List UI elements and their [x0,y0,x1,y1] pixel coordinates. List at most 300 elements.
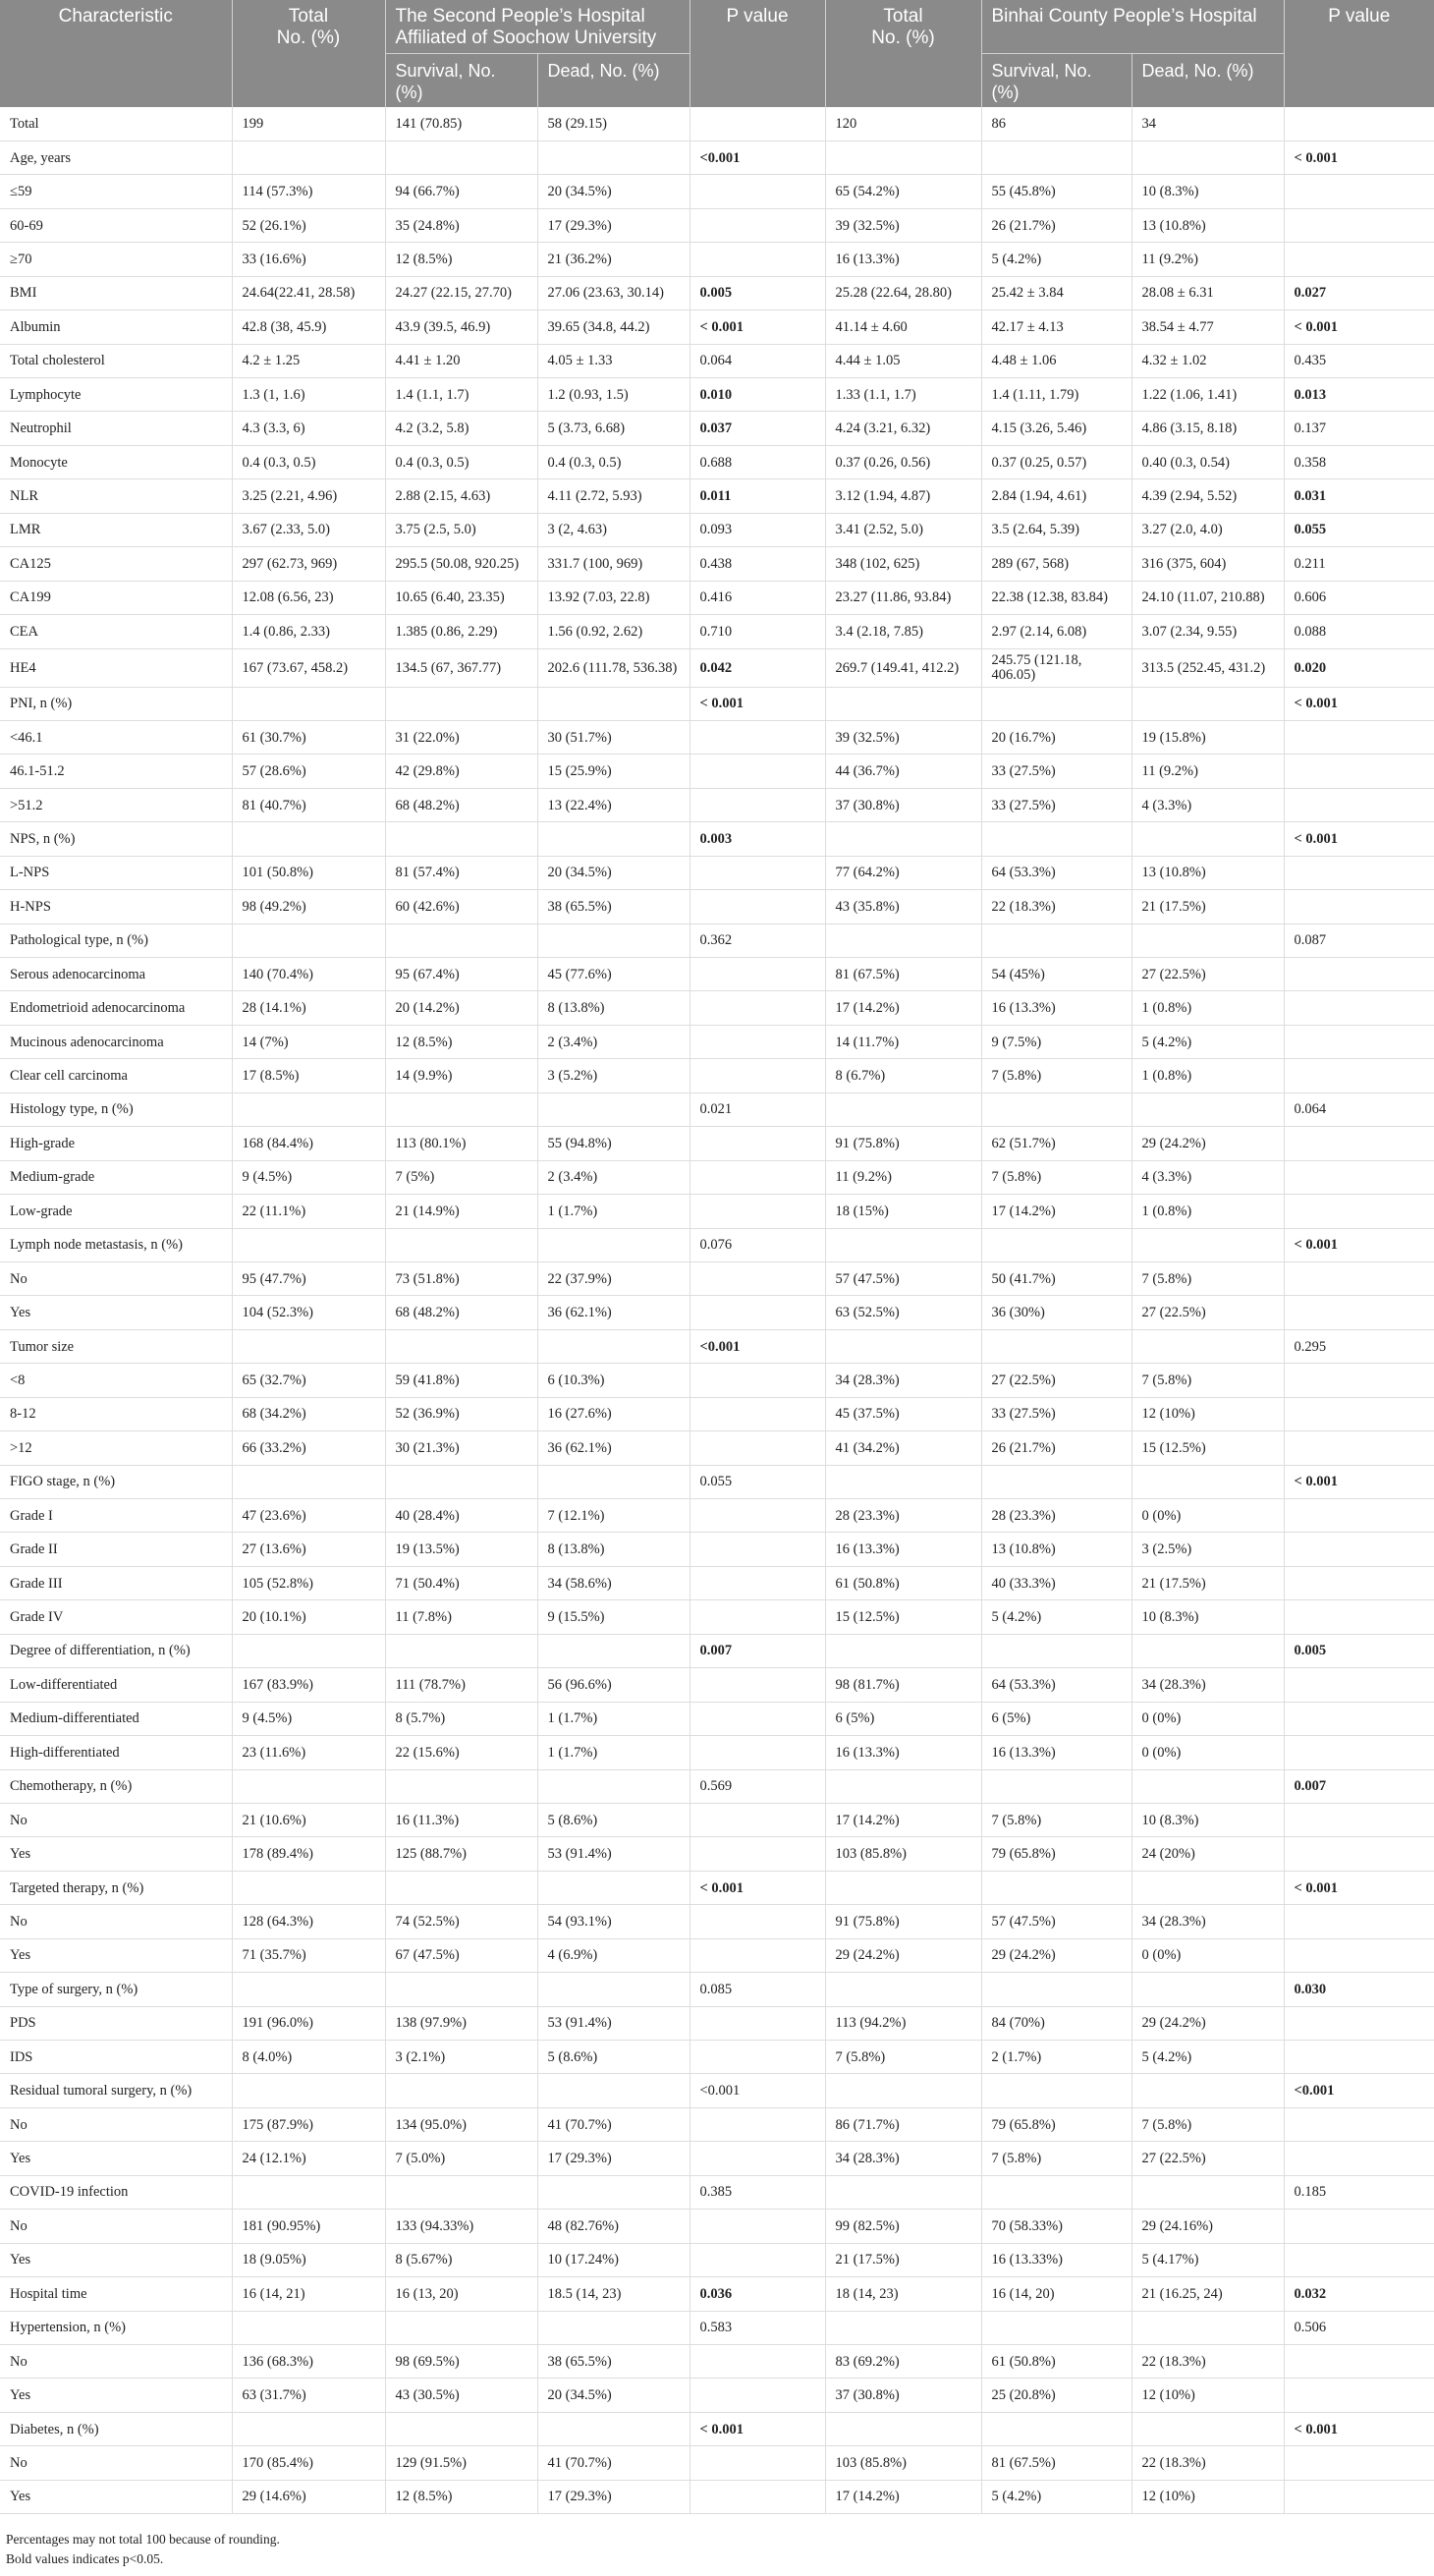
cell-total-1: 178 (89.4%) [232,1837,385,1871]
cell-pvalue-2: < 0.001 [1284,2412,1434,2445]
cell-dead-2 [1131,1329,1284,1363]
cell-total-1: 18 (9.05%) [232,2243,385,2276]
cell-pvalue-1: 0.076 [689,1228,825,1261]
cell-survival-2: 289 (67, 568) [981,547,1131,581]
cell-pvalue-2 [1284,2480,1434,2513]
cell-total-1: 28 (14.1%) [232,991,385,1025]
cell-dead-2 [1131,2175,1284,2209]
cell-dead-1 [537,2175,689,2209]
cell-survival-1: 71 (50.4%) [385,1566,537,1599]
cell-survival-1: 11 (7.8%) [385,1600,537,1634]
cell-characteristic: Total cholesterol [0,344,232,377]
cell-dead-1: 18.5 (14, 23) [537,2277,689,2311]
cell-survival-1: 8 (5.67%) [385,2243,537,2276]
cell-dead-1: 13.92 (7.03, 22.8) [537,581,689,614]
cell-pvalue-1 [689,1702,825,1735]
cell-dead-1: 41 (70.7%) [537,2446,689,2480]
cell-characteristic: No [0,1803,232,1836]
cell-dead-2: 34 (28.3%) [1131,1668,1284,1702]
table-row [0,344,1434,377]
cell-dead-1 [537,1228,689,1261]
cell-total-2 [825,822,981,856]
cell-total-1: 52 (26.1%) [232,208,385,242]
cell-survival-2: 26 (21.7%) [981,208,1131,242]
cell-pvalue-2 [1284,2446,1434,2480]
cell-survival-1: 8 (5.7%) [385,1702,537,1735]
cell-characteristic: CA125 [0,547,232,581]
cell-survival-1: 42 (29.8%) [385,755,537,788]
cell-total-1: 4.3 (3.3, 6) [232,412,385,445]
cell-total-1: 128 (64.3%) [232,1905,385,1938]
cell-pvalue-1: 0.010 [689,378,825,412]
cell-dead-2: 316 (375, 604) [1131,547,1284,581]
cell-total-1: 140 (70.4%) [232,958,385,991]
cell-total-2 [825,2074,981,2107]
cell-pvalue-2: 0.007 [1284,1769,1434,1803]
cell-survival-2: 25.42 ± 3.84 [981,276,1131,309]
cell-characteristic: Grade II [0,1533,232,1566]
cell-characteristic: No [0,2107,232,2141]
cell-total-1: 20 (10.1%) [232,1600,385,1634]
cell-pvalue-1 [689,2379,825,2412]
cell-total-2: 98 (81.7%) [825,1668,981,1702]
table-row [0,2379,1434,2412]
cell-total-2: 3.4 (2.18, 7.85) [825,615,981,648]
cell-total-1 [232,1228,385,1261]
cell-pvalue-1: 0.005 [689,276,825,309]
table-row [0,2175,1434,2209]
table-row [0,1600,1434,1634]
cell-pvalue-2: < 0.001 [1284,1228,1434,1261]
cell-survival-1: 134 (95.0%) [385,2107,537,2141]
cell-characteristic: COVID-19 infection [0,2175,232,2209]
cell-survival-1 [385,2175,537,2209]
cell-total-2 [825,1465,981,1498]
cell-total-1: 47 (23.6%) [232,1499,385,1533]
cell-pvalue-2 [1284,2344,1434,2378]
cell-total-2 [825,1092,981,1126]
cell-survival-2: 57 (47.5%) [981,1905,1131,1938]
cell-total-1: 1.3 (1, 1.6) [232,378,385,412]
cell-total-1: 81 (40.7%) [232,788,385,821]
cell-dead-2: 24 (20%) [1131,1837,1284,1871]
cell-survival-2: 61 (50.8%) [981,2344,1131,2378]
cell-characteristic: Pathological type, n (%) [0,924,232,957]
cell-survival-2: 36 (30%) [981,1296,1131,1329]
cell-pvalue-1 [689,2446,825,2480]
cell-dead-1: 8 (13.8%) [537,1533,689,1566]
table-row [0,1465,1434,1498]
table-row [0,1973,1434,2006]
cell-characteristic: >51.2 [0,788,232,821]
table-row [0,1905,1434,1938]
cell-survival-1: 21 (14.9%) [385,1195,537,1228]
cell-pvalue-1: 0.036 [689,2277,825,2311]
cell-survival-2: 20 (16.7%) [981,720,1131,754]
cell-survival-2: 6 (5%) [981,1702,1131,1735]
cell-dead-1: 2 (3.4%) [537,1025,689,1058]
cell-pvalue-2 [1284,2243,1434,2276]
cell-survival-1: 1.4 (1.1, 1.7) [385,378,537,412]
cell-total-2: 17 (14.2%) [825,2480,981,2513]
table-row [0,276,1434,309]
cell-survival-2 [981,1634,1131,1667]
cell-pvalue-1 [689,2006,825,2040]
cell-pvalue-1: 0.583 [689,2311,825,2344]
table-row [0,924,1434,957]
cell-survival-2: 1.4 (1.11, 1.79) [981,378,1131,412]
cell-pvalue-2: < 0.001 [1284,1465,1434,1498]
cell-characteristic: 8-12 [0,1397,232,1430]
cell-dead-1: 20 (34.5%) [537,175,689,208]
cell-survival-2: 55 (45.8%) [981,175,1131,208]
cell-pvalue-1 [689,890,825,924]
cell-characteristic: Yes [0,2243,232,2276]
cell-survival-1: 4.2 (3.2, 5.8) [385,412,537,445]
cell-total-1: 136 (68.3%) [232,2344,385,2378]
table-row [0,2344,1434,2378]
cell-pvalue-2 [1284,1397,1434,1430]
cell-total-2: 0.37 (0.26, 0.56) [825,445,981,478]
cell-total-1 [232,687,385,720]
cell-characteristic: No [0,2210,232,2243]
cell-pvalue-1 [689,2210,825,2243]
cell-total-2: 81 (67.5%) [825,958,981,991]
cell-survival-2 [981,924,1131,957]
cell-pvalue-2: 0.005 [1284,1634,1434,1667]
cell-total-2: 120 [825,107,981,140]
cell-dead-2 [1131,1634,1284,1667]
table-row [0,581,1434,614]
cell-survival-1: 16 (11.3%) [385,1803,537,1836]
cell-dead-1: 4.05 ± 1.33 [537,344,689,377]
table-row [0,2006,1434,2040]
cell-total-2: 6 (5%) [825,1702,981,1735]
cell-survival-2: 33 (27.5%) [981,755,1131,788]
cell-survival-2: 33 (27.5%) [981,788,1131,821]
table-row [0,1736,1434,1769]
cell-characteristic: Lymph node metastasis, n (%) [0,1228,232,1261]
cell-dead-1: 36 (62.1%) [537,1296,689,1329]
cell-total-2: 44 (36.7%) [825,755,981,788]
cell-survival-2 [981,822,1131,856]
cell-survival-2 [981,1973,1131,2006]
cell-characteristic: LMR [0,513,232,546]
cell-survival-2: 17 (14.2%) [981,1195,1131,1228]
header-dead-2: Dead, No. (%) [1131,54,1284,108]
cell-survival-2: 16 (13.3%) [981,991,1131,1025]
cell-pvalue-2 [1284,2379,1434,2412]
cell-pvalue-2 [1284,1431,1434,1465]
cell-characteristic: Monocyte [0,445,232,478]
cell-total-1 [232,822,385,856]
cell-total-2: 14 (11.7%) [825,1025,981,1058]
cell-characteristic: Histology type, n (%) [0,1092,232,1126]
table-row [0,175,1434,208]
table-row [0,1803,1434,1836]
cell-dead-2: 5 (4.2%) [1131,1025,1284,1058]
cell-dead-2: 3.07 (2.34, 9.55) [1131,615,1284,648]
cell-pvalue-2 [1284,1364,1434,1397]
header-survival-2: Survival, No. (%) [981,54,1131,108]
cell-dead-1: 20 (34.5%) [537,2379,689,2412]
cell-dead-2 [1131,1769,1284,1803]
cell-pvalue-2 [1284,890,1434,924]
cell-survival-1: 113 (80.1%) [385,1127,537,1160]
table-row [0,243,1434,276]
cell-pvalue-1: 0.085 [689,1973,825,2006]
cell-survival-1: 125 (88.7%) [385,1837,537,1871]
cell-survival-1: 68 (48.2%) [385,788,537,821]
cell-dead-1: 6 (10.3%) [537,1364,689,1397]
cell-pvalue-2 [1284,243,1434,276]
cell-dead-2: 13 (10.8%) [1131,208,1284,242]
cell-total-2: 91 (75.8%) [825,1127,981,1160]
cell-survival-1 [385,822,537,856]
cell-survival-2 [981,1329,1131,1363]
cell-pvalue-1: 0.064 [689,344,825,377]
cell-pvalue-2 [1284,755,1434,788]
cell-survival-1: 138 (97.9%) [385,2006,537,2040]
cell-dead-1: 7 (12.1%) [537,1499,689,1533]
cell-dead-2 [1131,2412,1284,2445]
cell-total-2: 86 (71.7%) [825,2107,981,2141]
cell-survival-1: 30 (21.3%) [385,1431,537,1465]
cell-pvalue-1: 0.021 [689,1092,825,1126]
cell-total-1 [232,1769,385,1803]
cell-total-1: 24 (12.1%) [232,2142,385,2175]
cell-survival-2: 29 (24.2%) [981,1938,1131,1972]
cell-dead-2: 27 (22.5%) [1131,1296,1284,1329]
cell-total-1: 105 (52.8%) [232,1566,385,1599]
cell-pvalue-2 [1284,1025,1434,1058]
cell-dead-2: 7 (5.8%) [1131,1261,1284,1295]
cell-dead-2 [1131,822,1284,856]
table-row [0,1160,1434,1194]
cell-pvalue-1: < 0.001 [689,2412,825,2445]
cell-pvalue-1 [689,1905,825,1938]
cell-dead-2: 11 (9.2%) [1131,755,1284,788]
cell-pvalue-2 [1284,1905,1434,1938]
cell-pvalue-2 [1284,1736,1434,1769]
cell-total-1: 104 (52.3%) [232,1296,385,1329]
cell-total-2 [825,2412,981,2445]
cell-pvalue-2 [1284,2142,1434,2175]
cell-total-2: 39 (32.5%) [825,720,981,754]
cell-characteristic: PNI, n (%) [0,687,232,720]
cell-characteristic: Clear cell carcinoma [0,1059,232,1092]
cell-dead-2: 3.27 (2.0, 4.0) [1131,513,1284,546]
cell-dead-2: 12 (10%) [1131,2379,1284,2412]
cell-pvalue-2 [1284,856,1434,889]
cell-total-2: 41.14 ± 4.60 [825,310,981,344]
cell-dead-2 [1131,2074,1284,2107]
cell-dead-2: 34 (28.3%) [1131,1905,1284,1938]
cell-survival-2: 64 (53.3%) [981,856,1131,889]
cell-survival-2: 245.75 (121.18, 406.05) [981,648,1131,687]
cell-characteristic: <8 [0,1364,232,1397]
cell-total-1: 17 (8.5%) [232,1059,385,1092]
cell-pvalue-2 [1284,788,1434,821]
table-row [0,2446,1434,2480]
cell-pvalue-2 [1284,107,1434,140]
cell-survival-1: 295.5 (50.08, 920.25) [385,547,537,581]
cell-total-2 [825,1634,981,1667]
cell-total-2: 23.27 (11.86, 93.84) [825,581,981,614]
cell-dead-1: 4 (6.9%) [537,1938,689,1972]
cell-survival-1: 98 (69.5%) [385,2344,537,2378]
cell-pvalue-2 [1284,1668,1434,1702]
cell-dead-1: 16 (27.6%) [537,1397,689,1430]
cell-total-1: 14 (7%) [232,1025,385,1058]
cell-pvalue-1 [689,1059,825,1092]
cell-pvalue-2: 0.020 [1284,648,1434,687]
header-characteristic: Characteristic [0,0,232,107]
cell-survival-2: 2.97 (2.14, 6.08) [981,615,1131,648]
cell-dead-2: 29 (24.16%) [1131,2210,1284,2243]
cell-total-2: 63 (52.5%) [825,1296,981,1329]
cell-pvalue-1 [689,1025,825,1058]
cell-survival-2: 5 (4.2%) [981,1600,1131,1634]
cell-characteristic: Serous adenocarcinoma [0,958,232,991]
cell-survival-2: 22.38 (12.38, 83.84) [981,581,1131,614]
cell-dead-2: 19 (15.8%) [1131,720,1284,754]
cell-total-1: 167 (83.9%) [232,1668,385,1702]
cell-total-1: 8 (4.0%) [232,2041,385,2074]
table-row [0,2243,1434,2276]
table-row [0,378,1434,412]
cell-dead-1: 39.65 (34.8, 44.2) [537,310,689,344]
cell-dead-1: 1.2 (0.93, 1.5) [537,378,689,412]
cell-characteristic: Grade III [0,1566,232,1599]
cell-total-2: 17 (14.2%) [825,991,981,1025]
cell-pvalue-1 [689,107,825,140]
cell-dead-2: 7 (5.8%) [1131,1364,1284,1397]
cell-dead-1 [537,1465,689,1498]
cell-survival-1 [385,1092,537,1126]
header-hospital-1: The Second People’s Hospital Affiliated of Soochow University [385,0,689,54]
cell-total-2: 65 (54.2%) [825,175,981,208]
cell-total-1: 1.4 (0.86, 2.33) [232,615,385,648]
cell-dead-1 [537,1871,689,1904]
cell-survival-2 [981,1769,1131,1803]
cell-survival-2: 0.37 (0.25, 0.57) [981,445,1131,478]
table-row [0,687,1434,720]
cell-total-2: 103 (85.8%) [825,2446,981,2480]
cell-survival-2: 28 (23.3%) [981,1499,1131,1533]
table-row [0,1329,1434,1363]
cell-survival-1: 43 (30.5%) [385,2379,537,2412]
cell-dead-1 [537,2074,689,2107]
cell-dead-2: 29 (24.2%) [1131,2006,1284,2040]
cell-survival-2 [981,1871,1131,1904]
cell-survival-1: 4.41 ± 1.20 [385,344,537,377]
cell-total-1: 12.08 (6.56, 23) [232,581,385,614]
cell-survival-2: 40 (33.3%) [981,1566,1131,1599]
cell-dead-1: 17 (29.3%) [537,2142,689,2175]
cell-total-2 [825,2175,981,2209]
cell-survival-2: 3.5 (2.64, 5.39) [981,513,1131,546]
cell-characteristic: High-grade [0,1127,232,1160]
cell-dead-1: 53 (91.4%) [537,1837,689,1871]
table-row [0,720,1434,754]
cell-total-1: 65 (32.7%) [232,1364,385,1397]
table-row [0,445,1434,478]
cell-dead-2: 24.10 (11.07, 210.88) [1131,581,1284,614]
cell-total-2: 34 (28.3%) [825,1364,981,1397]
cell-survival-1: 12 (8.5%) [385,1025,537,1058]
cell-pvalue-1: <0.001 [689,140,825,174]
cell-survival-2: 4.48 ± 1.06 [981,344,1131,377]
cell-survival-2 [981,2412,1131,2445]
cell-dead-2: 0 (0%) [1131,1702,1284,1735]
cell-survival-2: 16 (13.3%) [981,1736,1131,1769]
cell-survival-1: 10.65 (6.40, 23.35) [385,581,537,614]
cell-characteristic: No [0,1261,232,1295]
cell-dead-1: 202.6 (111.78, 536.38) [537,648,689,687]
table-row [0,1837,1434,1871]
cell-total-1: 22 (11.1%) [232,1195,385,1228]
table-row [0,1938,1434,1972]
cell-dead-2: 13 (10.8%) [1131,856,1284,889]
cell-pvalue-1: 0.055 [689,1465,825,1498]
cell-survival-2: 7 (5.8%) [981,1059,1131,1092]
cell-total-2: 3.12 (1.94, 4.87) [825,479,981,513]
cell-dead-2: 27 (22.5%) [1131,2142,1284,2175]
cell-total-2: 7 (5.8%) [825,2041,981,2074]
cell-dead-2: 5 (4.2%) [1131,2041,1284,2074]
cell-total-2: 57 (47.5%) [825,1261,981,1295]
cell-survival-1: 16 (13, 20) [385,2277,537,2311]
cell-dead-1: 22 (37.9%) [537,1261,689,1295]
cell-pvalue-1 [689,720,825,754]
cell-survival-2 [981,687,1131,720]
cell-pvalue-1 [689,208,825,242]
cell-dead-1: 5 (8.6%) [537,2041,689,2074]
cell-dead-1: 1 (1.7%) [537,1195,689,1228]
cell-survival-2: 7 (5.8%) [981,2142,1131,2175]
cell-total-2: 77 (64.2%) [825,856,981,889]
cell-survival-1: 3 (2.1%) [385,2041,537,2074]
cell-characteristic: Low-grade [0,1195,232,1228]
cell-pvalue-2 [1284,1296,1434,1329]
cell-total-1: 61 (30.7%) [232,720,385,754]
cell-pvalue-1 [689,2243,825,2276]
cell-total-1: 199 [232,107,385,140]
cell-survival-2 [981,2175,1131,2209]
table-row [0,2480,1434,2513]
cell-total-1 [232,1092,385,1126]
table-row [0,1668,1434,1702]
cell-pvalue-1 [689,175,825,208]
cell-survival-1: 52 (36.9%) [385,1397,537,1430]
cell-pvalue-1: 0.688 [689,445,825,478]
cell-pvalue-2 [1284,2210,1434,2243]
cell-total-2 [825,1871,981,1904]
table-row [0,310,1434,344]
cell-dead-2 [1131,1228,1284,1261]
table-row [0,1092,1434,1126]
cell-pvalue-1: 0.011 [689,479,825,513]
cell-pvalue-1 [689,788,825,821]
cell-survival-2: 54 (45%) [981,958,1131,991]
cell-pvalue-2 [1284,1195,1434,1228]
cell-survival-2: 86 [981,107,1131,140]
cell-pvalue-2 [1284,1127,1434,1160]
cell-survival-1: 1.385 (0.86, 2.29) [385,615,537,648]
cell-dead-2: 27 (22.5%) [1131,958,1284,991]
cell-dead-2: 0 (0%) [1131,1736,1284,1769]
